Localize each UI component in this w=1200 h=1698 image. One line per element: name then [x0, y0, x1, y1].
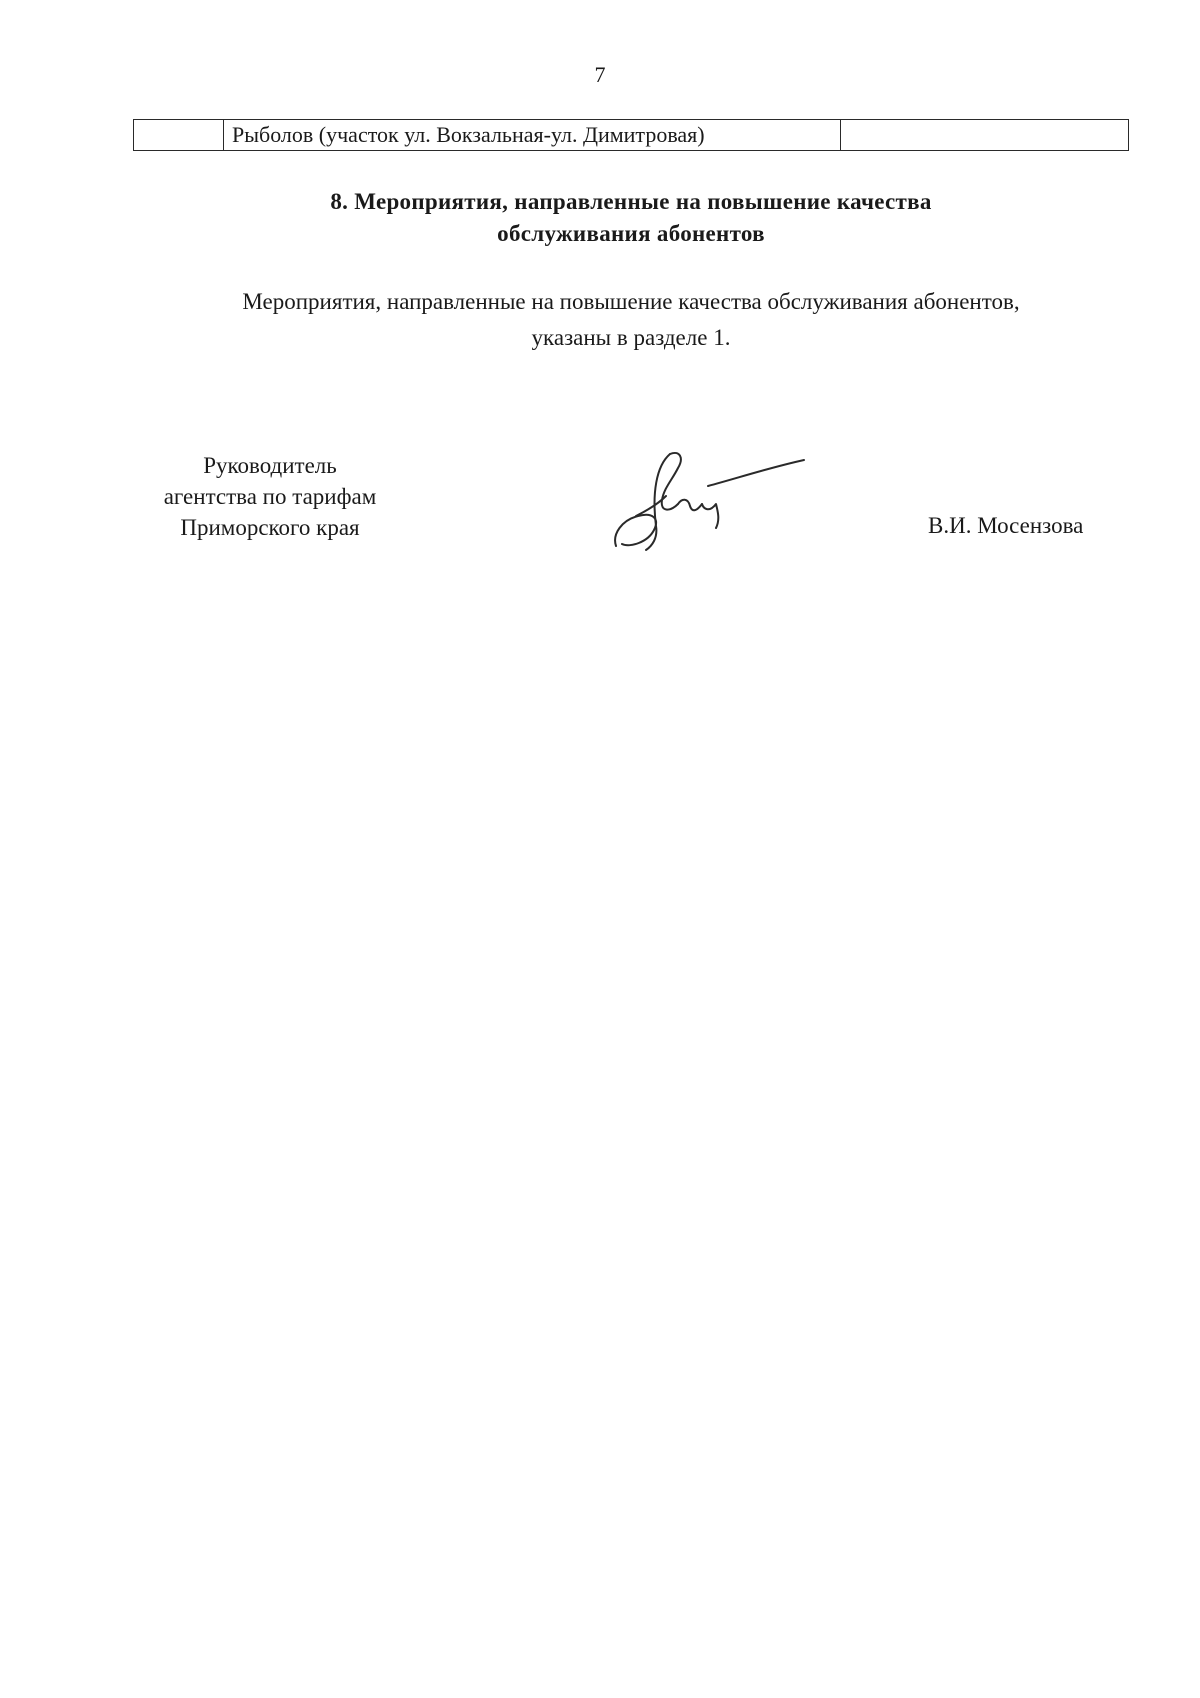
table-cell-value [841, 120, 1128, 150]
table-row [133, 119, 1129, 151]
section-heading-line-1: 8. Мероприятия, направленные на повышение качества [330, 189, 932, 214]
section-body-line-2: указаны в разделе 1. [531, 325, 731, 350]
table-cell-index [134, 120, 224, 150]
table-cell-description: Рыболов (участок ул. Вокзальная-ул. Димитровая) [224, 120, 841, 150]
signer-title-line-2: агентства по тарифам [163, 484, 377, 509]
signer-title-line-1: Руководитель [203, 453, 337, 478]
signer-title [120, 450, 420, 543]
handwritten-signature [608, 446, 808, 554]
section-heading-line-2: обслуживания абонентов [497, 221, 765, 246]
section-heading [0, 186, 1200, 250]
signer-title-line-3: Приморского края [180, 515, 360, 540]
section-body [0, 284, 1200, 356]
page-number: 7 [594, 62, 606, 87]
section-body-line-1: Мероприятия, направленные на повышение качества обслуживания абонентов, [242, 289, 1020, 314]
signer-name: В.И. Мосензова [928, 513, 1084, 538]
